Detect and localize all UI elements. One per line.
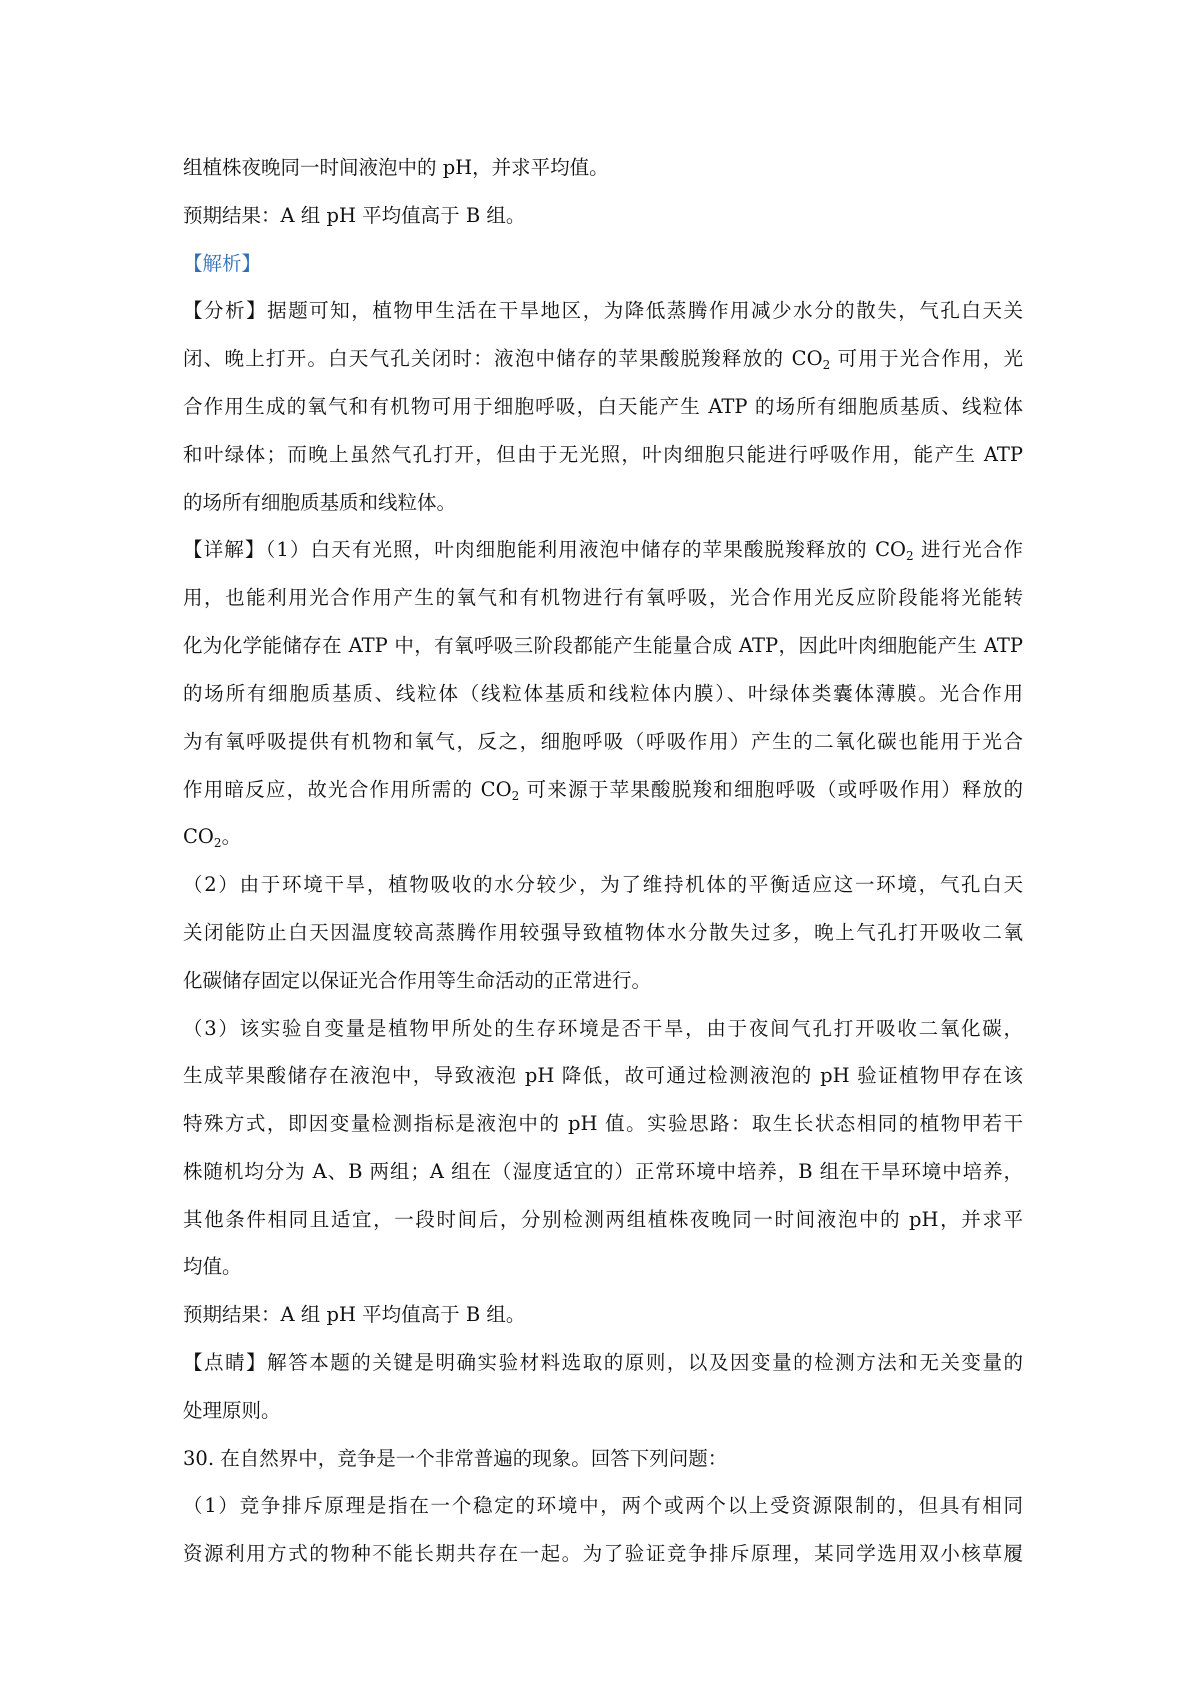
paragraph-line: 组植株夜晚同一时间液泡中的 pH，并求平均值。 (183, 156, 609, 179)
analysis-line: 和叶绿体；而晚上虽然气孔打开，但由于无光照，叶肉细胞只能进行呼吸作用，能产生 ATP (183, 443, 1023, 466)
detail-line: 用，也能利用光合作用产生的氧气和有机物进行有氧呼吸，光合作用光反应阶段能将光能转 (183, 586, 1023, 609)
detail-line: $CO_2$。 (183, 825, 242, 850)
key-point-line: 【点睛】解答本题的关键是明确实验材料选取的原则，以及因变量的检测方法和无关变量的 (183, 1351, 1023, 1374)
detail-line: 作用暗反应，故光合作用所需的 $CO_2$ 可来源于苹果酸脱羧和细胞呼吸（或呼吸作用）释放的 (183, 778, 1024, 803)
detail-line: （3）该实验自变量是植物甲所处的生存环境是否干旱，由于夜间气孔打开吸收二氧化碳， (183, 1017, 1023, 1040)
analysis-line: 的场所有细胞质基质和线粒体。 (183, 491, 457, 514)
analysis-line: 【分析】据题可知，植物甲生活在干旱地区，为降低蒸腾作用减少水分的散失，气孔白天关 (183, 299, 1023, 322)
expected-result-line: 预期结果：A 组 pH 平均值高于 B 组。 (183, 1303, 526, 1326)
question-title: 30. 在自然界中，竞争是一个非常普遍的现象。回答下列问题： (183, 1447, 728, 1470)
detail-line: 生成苹果酸储存在液泡中，导致液泡 pH 降低，故可通过检测液泡的 pH 验证植物甲存在该 (183, 1064, 1023, 1087)
detail-line: 其他条件相同且适宜，一段时间后，分别检测两组植株夜晚同一时间液泡中的 pH，并求平 (183, 1208, 1023, 1231)
detail-line: 的场所有细胞质基质、线粒体（线粒体基质和线粒体内膜）、叶绿体类囊体薄膜。光合作用 (183, 682, 1023, 705)
detail-line: 均值。 (183, 1255, 242, 1278)
detail-line: 特殊方式，即因变量检测指标是液泡中的 pH 值。实验思路：取生长状态相同的植物甲若干 (183, 1112, 1023, 1135)
detail-line: 为有氧呼吸提供有机物和氧气，反之，细胞呼吸（呼吸作用）产生的二氧化碳也能用于光合 (183, 730, 1023, 753)
detail-line: 关闭能防止白天因温度较高蒸腾作用较强导致植物体水分散失过多，晚上气孔打开吸收二氧 (183, 921, 1023, 944)
analysis-line: 闭、晚上打开。白天气孔关闭时：液泡中储存的苹果酸脱羧释放的 $CO_2$ 可用于光合作用，光 (183, 347, 1024, 372)
question-line: 资源利用方式的物种不能长期共存在一起。为了验证竞争排斥原理，某同学选用双小核草履 (183, 1542, 1023, 1565)
detail-line: 【详解】（1）白天有光照，叶肉细胞能利用液泡中储存的苹果酸脱羧释放的 $CO_2$ 进行光合作 (183, 538, 1023, 563)
expected-result-line: 预期结果：A 组 pH 平均值高于 B 组。 (183, 204, 526, 227)
key-point-line: 处理原则。 (183, 1399, 281, 1422)
analysis-line: 合作用生成的氧气和有机物可用于细胞呼吸，白天能产生 ATP 的场所有细胞质基质、线粒体 (183, 395, 1023, 418)
detail-line: 化碳储存固定以保证光合作用等生命活动的正常进行。 (183, 969, 652, 992)
detail-line: （2）由于环境干旱，植物吸收的水分较少，为了维持机体的平衡适应这一环境，气孔白天 (183, 873, 1023, 896)
detail-line: 株随机均分为 A、B 两组；A 组在（湿度适宜的）正常环境中培养，B 组在干旱环境中培养， (183, 1160, 1023, 1183)
analysis-heading: 【解析】 (183, 252, 262, 275)
detail-line: 化为化学能储存在 ATP 中，有氧呼吸三阶段都能产生能量合成 ATP，因此叶肉细胞能产生 ATP (183, 634, 1023, 657)
question-line: （1）竞争排斥原理是指在一个稳定的环境中，两个或两个以上受资源限制的，但具有相同 (183, 1494, 1023, 1517)
